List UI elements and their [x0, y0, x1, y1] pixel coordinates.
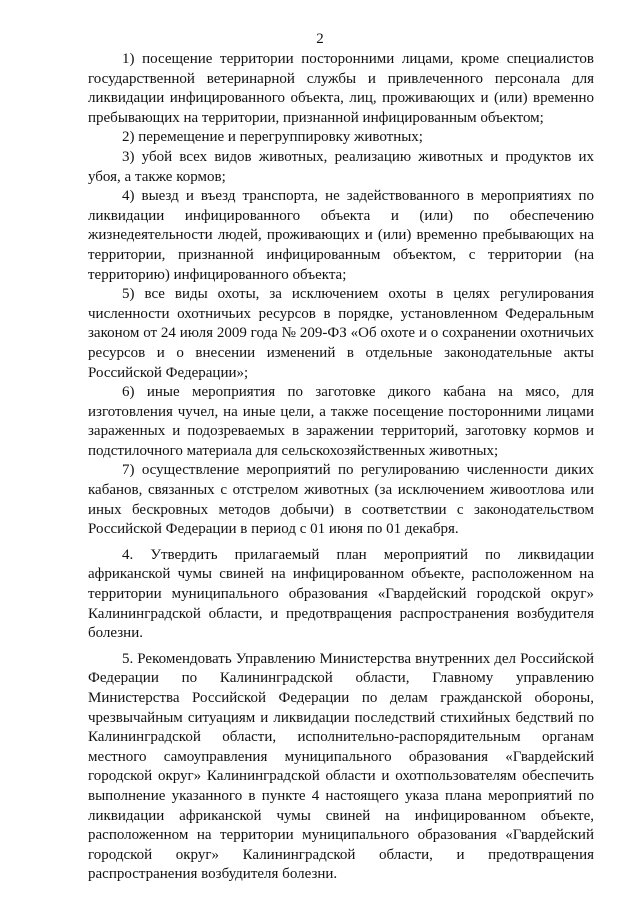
- page-number: 2: [316, 31, 324, 47]
- paragraph-item-6: 6) иные мероприятия по заготовке дикого кабана на мясо, для изготовления чучел, на иные цели, а также посещение посторонними лицами зараженных и подозреваемых в заражении территорий, заготовку кормов и подстилочного материала для сельскохозяйственных животных;: [88, 384, 594, 459]
- paragraph-clause-5: 5. Рекомендовать Управлению Министерства внутренних дел Российской Федерации по Калининградской области, Главному управлению Министерства Российской Федерации по делам гражданской обороны, чрезвычайным ситуациям и ликвидации последствий стихийных бедствий по Калининградской области, исполнительно-распорядительным органам местного самоуправления муниципального образования «Гвардейский городской округ» Калининградской области и охотпользователям обеспечить выполнение указанного в пункте 4 настоящего указа плана мероприятий по ликвидации африканской чумы свиней на инфицированном объекте, расположенном на территории муниципального образования «Гвардейский городской округ» Калининградской области, и предотвращения распространения возбудителя болезни.: [88, 650, 594, 883]
- document-body: [88, 50, 594, 885]
- paragraph-clause-4: 4. Утвердить прилагаемый план мероприятий по ликвидации африканской чумы свиней на инфицированном объекте, расположенном на территории муниципального образования «Гвардейский городской округ» Калининградской области, и предотвращения распространения возбудителя болезни.: [88, 546, 594, 642]
- paragraph-item-7: 7) осуществление мероприятий по регулированию численности диких кабанов, связанных с отстрелом животных (за исключением живоотлова или иных бескровных методов добычи) в соответствии с законодательством Российской Федерации в период с 01 июня по 01 декабря.: [88, 462, 594, 538]
- paragraph-item-2: 2) перемещение и перегруппировку животных;: [122, 129, 423, 146]
- paragraph-item-3: 3) убой всех видов животных, реализацию животных и продуктов их убоя, а также кормов;: [88, 148, 594, 185]
- paragraph-item-4: 4) выезд и въезд транспорта, не задействованного в мероприятиях по ликвидации инфицированного объекта и (или) по обеспечению жизнедеятельности людей, проживающих и (или) временно пребывающих на территории, признанной инфицированным объектом, с территории (на территорию) инфицированного объекта;: [88, 188, 594, 283]
- paragraph-item-1: 1) посещение территории посторонними лицами, кроме специалистов государственной ветеринарной службы и привлеченного персонала для ликвидации инфицированного объекта, лиц, проживающих и (или) временно пребывающих на территории, признанной инфицированным объектом;: [88, 51, 594, 126]
- paragraph-item-5: 5) все виды охоты, за исключением охоты в целях регулирования численности охотничьих ресурсов в порядке, установленном Федеральным законом от 24 июля 2009 года № 209-ФЗ «Об охоте и о сохранении охотничьих ресурсов и о внесении изменений в отдельные законодательные акты Российской Федерации»;: [88, 286, 594, 381]
